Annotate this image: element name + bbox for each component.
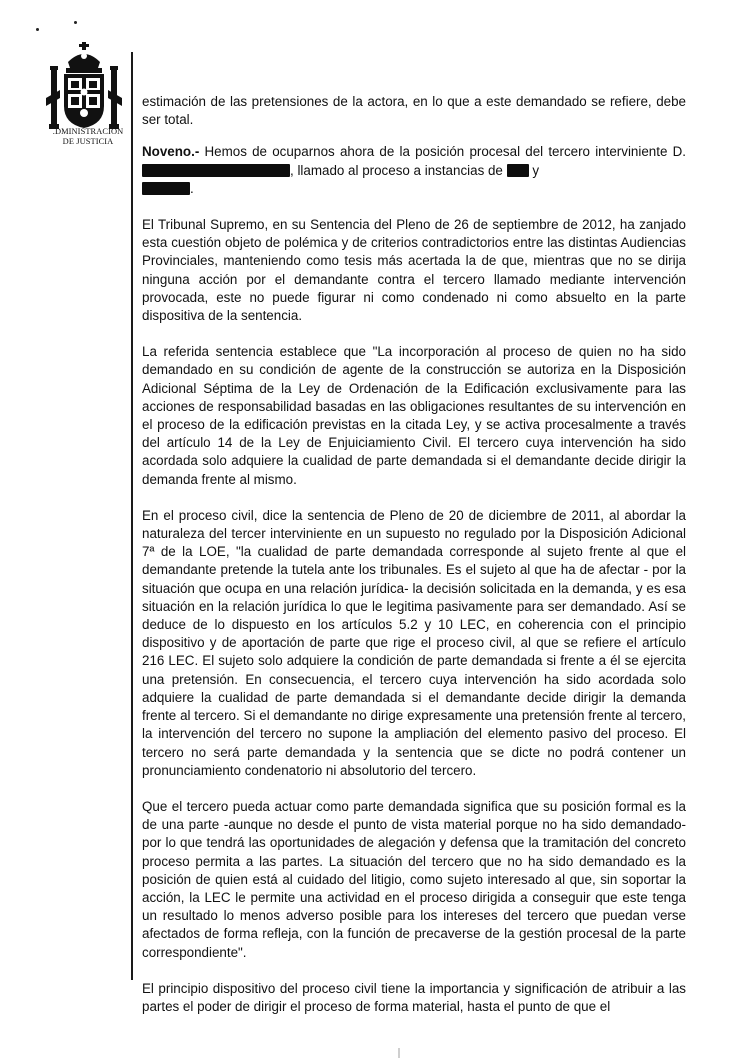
scan-mark: [398, 1048, 400, 1058]
redacted-name: [142, 164, 290, 177]
institution-line-1: .DMINISTRACION: [52, 127, 124, 136]
paragraph-text: , llamado al proceso a instancias de: [290, 162, 507, 178]
margin-rule: [131, 52, 133, 980]
section-heading: Noveno.-: [142, 144, 200, 160]
scan-speck: [74, 21, 77, 24]
redacted-name: [142, 182, 190, 195]
document-body: [142, 93, 686, 1034]
paragraph-5: Que el tercero pueda actuar como parte demandada significa que su posición formal es la de una parte -aunque no desde el punto de vista material porque no ha sido demandado- por lo que tendrá las oportunidades de alegación y defensa que la tramitación del concreto proceso permita a las partes. La situación del tercero que no ha sido demandado es la posición de quien está al cuidado del litigio, como sujeto interesado al que, sin soportar la acción, la LEC le permite una actividad en el proceso dirigida a conseguir que este tenga un resultado lo menos adverso posible para los intereses del tercero que puedan verse afectados de forma refleja, con la función de precaverse de la gestión procesal de la parte correspondiente".: [142, 798, 686, 960]
paragraph-0: estimación de las pretensiones de la actora, en lo que a este demandado se refiere, debe ser total.: [142, 94, 686, 128]
institution-name: [40, 127, 136, 147]
paragraph-2: El Tribunal Supremo, en su Sentencia del Pleno de 26 de septiembre de 2012, ha zanjado esta cuestión objeto de polémica y de criterios contradictorios entre las distintas Audiencias Provinciales, manteniendo como tesis más acertada la de que, mientras que no se dirija ninguna acción por el demandante contra el tercero llamado mediante intervención provocada, este no puede figurar ni como condenado ni como absuelto en la parte dispositiva de la sentencia.: [142, 217, 686, 324]
paragraph-6: El principio dispositivo del proceso civil tiene la importancia y significación de atribuir a las partes el poder de dirigir el proceso de forma material, hasta el punto de que el: [142, 980, 686, 1014]
paragraph-text: Hemos de ocuparnos ahora de la posición procesal del tercero interviniente D.: [199, 144, 686, 160]
paragraph-noveno: [142, 143, 686, 198]
institution-line-2: DE JUSTICIA: [62, 137, 114, 146]
redacted-name: [507, 164, 529, 177]
paragraph-3: La referida sentencia establece que "La incorporación al proceso de quien no ha sido demandado en su condición de agente de la construcción se autoriza en la Disposición Adicional Séptima de la Ley de Ordenación de la Edificación exclusivamente para las acciones de responsabilidad basadas en las obligaciones resultantes de su intervención en el proceso de la edificación previstas en la citada Ley, y se activa procesalmente a través del artículo 14 de la Ley de Enjuiciamiento Civil. El tercero cuya intervención ha sido acordada solo adquiere la cualidad de parte demandada si el demandante decide dirigir la demanda frente al mismo.: [142, 344, 686, 487]
coat-of-arms-icon: [44, 40, 124, 135]
paragraph-4: En el proceso civil, dice la sentencia de Pleno de 20 de diciembre de 2011, al abordar la naturaleza del tercer interviniente en un supuesto no regulado por la Disposición Adicional 7ª de la LOE, "la cualidad de parte demandada corresponde al sujeto frente al que el demandante pretende la tutela ante los tribunales. Es el sujeto al que ha de afectar - por la situación que ocupa en una relación jurídica- la decisión solicitada en la demanda, y es esa situación en la relación jurídica lo que le legitima pasivamente para ser demandado. Así se deduce de lo dispuesto en los artículos 5.2 y 10 LEC, en coherencia con el principio dispositivo y de aportación de parte que rige el proceso civil, al que se refiere el artículo 216 LEC. El sujeto solo adquiere la condición de parte demandada si frente a él se ejercita una pretensión. En consecuencia, el tercero cuya intervención ha sido acordada solo adquiere la cualidad de parte demandada si el demandante decide dirigir la demanda frente al tercero. Si el demandante no dirige expresamente una pretensión frente al tercero, la intervención del tercero no supone la ampliación del elemento pasivo del proceso. El tercero no será parte demandada y la sentencia que se dicte no podrá contener un pronunciamiento condenatorio ni absolutorio del tercero.: [142, 507, 686, 778]
paragraph-text: y: [528, 162, 540, 178]
scan-speck: [36, 28, 39, 31]
paragraph-text: .: [190, 180, 194, 196]
